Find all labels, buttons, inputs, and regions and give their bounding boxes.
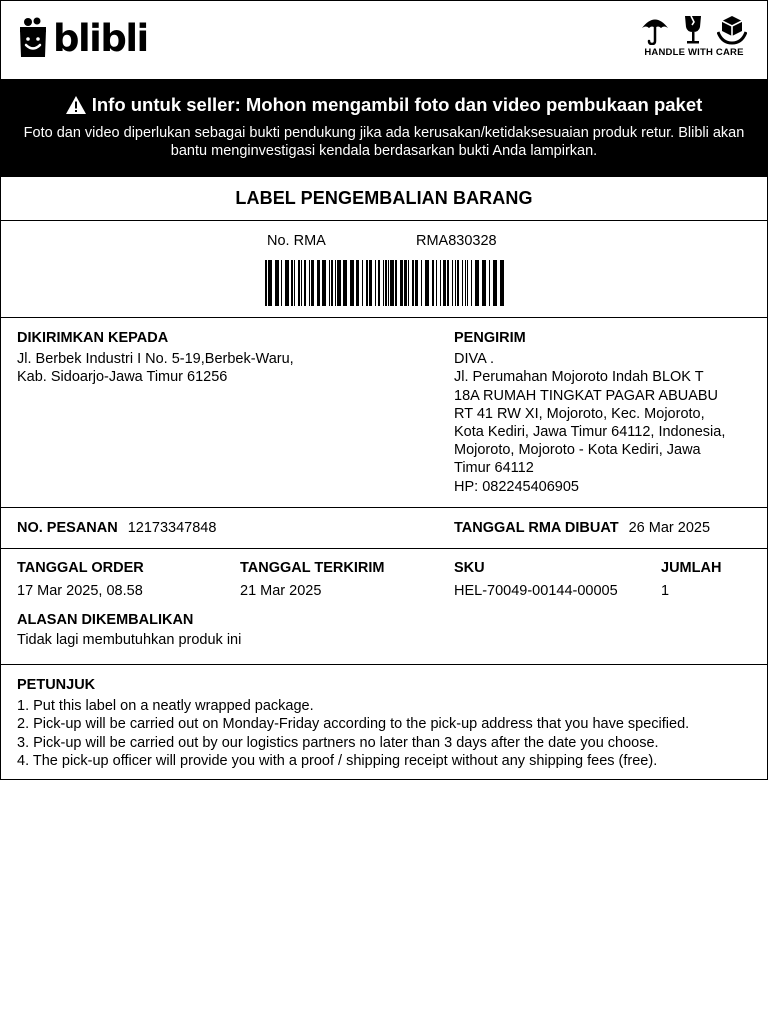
- barcode-bar: [447, 260, 449, 306]
- instructions-heading: PETUNJUK: [17, 677, 96, 693]
- barcode-bar: [304, 260, 306, 306]
- sender-phone: HP: 082245406905: [454, 478, 579, 495]
- barcode-bar: [421, 260, 422, 306]
- return-reason-value: Tidak lagi membutuhkan produk ini: [17, 632, 242, 648]
- barcode-bar: [335, 260, 336, 306]
- barcode-bar: [298, 260, 300, 306]
- barcode-bar: [337, 260, 341, 306]
- barcode-bar: [362, 260, 363, 306]
- sender-address-line: Kota Kediri, Jawa Timur 64112, Indonesia,: [454, 424, 726, 441]
- return-reason: [17, 612, 241, 648]
- quantity-label: JUMLAH: [661, 560, 722, 576]
- barcode-bar: [291, 260, 293, 306]
- barcode-section: [1, 220, 767, 318]
- barcode-bar: [294, 260, 295, 306]
- instructions-list: [17, 697, 689, 771]
- instruction-item: 1. Put this label on a neatly wrapped package.: [17, 697, 314, 714]
- sender-address-line: Mojoroto, Mojoroto - Kota Kediri, Jawa: [454, 442, 701, 459]
- sender-address-line: Timur 64112: [454, 460, 534, 477]
- sent-date-value: 21 Mar 2025: [240, 583, 322, 599]
- barcode-bar: [375, 260, 376, 306]
- sender-address-line: Jl. Perumahan Mojoroto Indah BLOK T: [454, 369, 704, 386]
- barcode-bar: [317, 260, 320, 306]
- barcode-bar: [281, 260, 282, 306]
- barcode-bar: [500, 260, 504, 306]
- recipient-address-line: Jl. Berbek Industri I No. 5-19,Berbek-Waru,: [17, 351, 294, 368]
- barcode-bar: [378, 260, 380, 306]
- sender-address-line: 18A RUMAH TINGKAT PAGAR ABUABU: [454, 387, 719, 404]
- instructions-section: [1, 664, 767, 781]
- recipient-block: [17, 329, 347, 387]
- barcode-bar: [465, 260, 466, 306]
- label-title-section: [1, 176, 767, 221]
- barcode-bar: [457, 260, 459, 306]
- order-date-value: 17 Mar 2025, 08.58: [17, 583, 143, 599]
- banner-text: Foto dan video diperlukan sebagai bukti pendukung jika ada kerusakan/ketidaksesuaian produk retur. Blibli akan bantu menginvestigasi kendala berdasarkan bukti Anda lampirkan.: [23, 125, 745, 159]
- label-header: [1, 1, 767, 79]
- barcode-bar: [309, 260, 310, 306]
- barcode-bar: [369, 260, 372, 306]
- barcode-bar: [350, 260, 354, 306]
- sender-address-line: RT 41 RW XI, Mojoroto, Kec. Mojoroto,: [454, 405, 705, 422]
- sku: [454, 560, 618, 599]
- sender-heading: PENGIRIM: [454, 330, 526, 346]
- rma-value: RMA830328: [416, 233, 497, 249]
- barcode-bar: [268, 260, 272, 306]
- order-number-value: 12173347848: [127, 520, 217, 536]
- rma-created-value: 26 Mar 2025: [628, 520, 711, 536]
- sender-block: [454, 329, 754, 496]
- rma-created-date: [454, 520, 710, 536]
- barcode-bar: [301, 260, 302, 306]
- barcode-bar: [390, 260, 394, 306]
- barcode-bar: [443, 260, 446, 306]
- barcode-bar: [331, 260, 333, 306]
- barcode-bar: [462, 260, 463, 306]
- order-date: [17, 560, 144, 599]
- barcode-bar: [482, 260, 486, 306]
- barcode-bar: [400, 260, 403, 306]
- barcode-bar: [395, 260, 397, 306]
- order-details-section: [1, 548, 767, 665]
- rma-created-label: TANGGAL RMA DIBUAT: [454, 520, 619, 536]
- barcode-bar: [440, 260, 441, 306]
- sku-value: HEL-70049-00144-00005: [454, 583, 618, 599]
- rma-barcode: [265, 260, 505, 306]
- barcode-bar: [475, 260, 479, 306]
- order-number-section: [1, 507, 767, 549]
- barcode-bar: [489, 260, 490, 306]
- instruction-item: 3. Pick-up will be carried out by our logistics partners no later than 3 days after the date you choose.: [17, 734, 659, 751]
- logo-text: blibli: [53, 16, 148, 60]
- fragile-glass-icon: [682, 15, 704, 45]
- instruction-item: 2. Pick-up will be carried out on Monday-Friday according to the pick-up address that you have specified.: [17, 716, 690, 732]
- barcode-bar: [436, 260, 437, 306]
- umbrella-icon: [641, 15, 669, 45]
- barcode-bar: [493, 260, 497, 306]
- order-date-label: TANGGAL ORDER: [17, 560, 144, 576]
- box-hands-icon: [717, 15, 747, 45]
- address-section: [1, 317, 767, 508]
- recipient-address-line: Kab. Sidoarjo-Jawa Timur 61256: [17, 369, 228, 386]
- sku-label: SKU: [454, 560, 485, 576]
- barcode-bar: [265, 260, 267, 306]
- barcode-bar: [455, 260, 456, 306]
- barcode-bar: [408, 260, 409, 306]
- barcode-bar: [471, 260, 472, 306]
- sent-date-label: TANGGAL TERKIRIM: [240, 560, 385, 576]
- barcode-bar: [311, 260, 314, 306]
- barcode-bar: [385, 260, 387, 306]
- barcode-bar: [343, 260, 347, 306]
- sender-name: DIVA .: [454, 351, 495, 368]
- handle-with-care: [639, 15, 749, 58]
- order-number-label: NO. PESANAN: [17, 520, 118, 536]
- blibli-logo: [18, 16, 148, 60]
- barcode-bar: [404, 260, 407, 306]
- barcode-bar: [329, 260, 330, 306]
- seller-info-banner: [1, 79, 767, 176]
- barcode-bar: [412, 260, 414, 306]
- warning-icon: [66, 96, 86, 114]
- order-number: [17, 520, 216, 536]
- barcode-bar: [383, 260, 384, 306]
- barcode-bar: [415, 260, 418, 306]
- return-reason-label: ALASAN DIKEMBALIKAN: [17, 612, 194, 628]
- barcode-bar: [275, 260, 279, 306]
- shopping-bag-icon: [18, 17, 48, 59]
- quantity-value: 1: [661, 583, 670, 599]
- barcode-bar: [432, 260, 434, 306]
- barcode-bar: [388, 260, 389, 306]
- sent-date: [240, 560, 384, 599]
- barcode-bar: [467, 260, 468, 306]
- quantity: [661, 560, 721, 599]
- barcode-bar: [452, 260, 453, 306]
- banner-title: Info untuk seller: Mohon mengambil foto dan video pembukaan paket: [91, 94, 703, 115]
- recipient-heading: DIKIRIMKAN KEPADA: [17, 330, 169, 346]
- barcode-bar: [356, 260, 359, 306]
- barcode-bar: [322, 260, 326, 306]
- barcode-bar: [366, 260, 368, 306]
- rma-label: No. RMA: [267, 233, 326, 249]
- barcode-bar: [425, 260, 429, 306]
- instruction-item: 4. The pick-up officer will provide you with a proof / shipping receipt without any shipping fees (free).: [17, 753, 658, 769]
- handle-with-care-text: HANDLE WITH CARE: [644, 47, 744, 58]
- barcode-bar: [285, 260, 289, 306]
- label-title: LABEL PENGEMBALIAN BARANG: [235, 188, 533, 208]
